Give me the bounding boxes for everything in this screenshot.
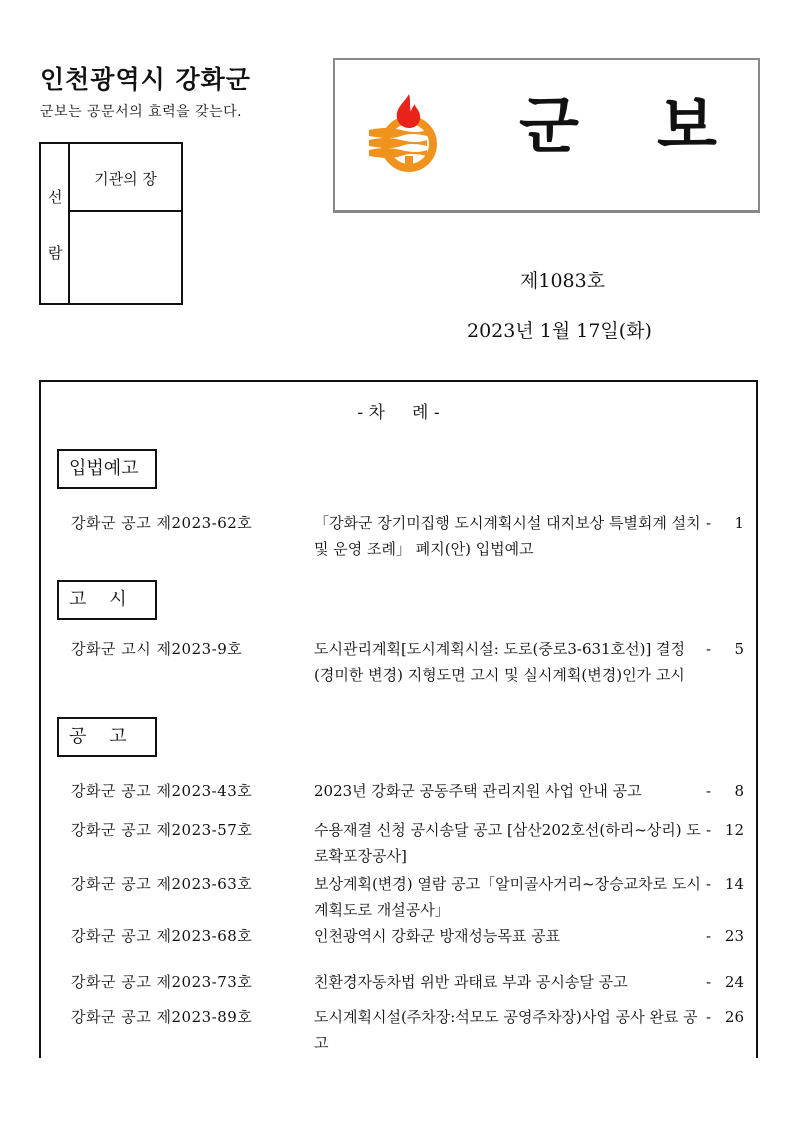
toc-entry-title: 친환경자동차법 위반 과태료 부과 공시송달 공고 [314, 973, 628, 991]
org-subtitle: 군보는 공문서의 효력을 갖는다. [40, 104, 243, 120]
approval-head-label: 기관의 장 [70, 144, 181, 212]
toc-entry-number: 강화군 공고 제2023-63호 [71, 875, 253, 893]
toc-section-label: 공 고 [57, 717, 157, 757]
toc-title: - 차 례 - [357, 403, 440, 423]
toc-section-label: 입법예고 [57, 449, 157, 489]
toc-entry-title: 「강화군 장기미집행 도시계획시설 대지보상 특별회계 설치 및 운영 조례」 폐지(안) 입법예고 [314, 514, 701, 558]
toc-entry-page: 12 [724, 821, 744, 839]
approval-side-label-2: 람 [48, 244, 63, 262]
issue-date: 2023년 1월 17일(화) [467, 320, 652, 342]
toc-entry-number: 강화군 공고 제2023-89호 [71, 1008, 253, 1026]
table-of-contents [39, 380, 758, 1058]
toc-entry-title: 수용재결 신청 공시송달 공고 [삼산202호선(하리~상리) 도로확포장공사] [314, 821, 701, 865]
toc-section-label: 고 시 [57, 580, 157, 620]
toc-leader-dash: - [706, 514, 712, 532]
toc-entry-title: 도시계획시설(주차장:석모도 공영주차장)사업 공사 완료 공고 [314, 1008, 698, 1052]
toc-leader-dash: - [706, 640, 712, 658]
toc-entry-title: 도시관리계획[도시계획시설: 도로(중로3-631호선)] 결정(경미한 변경) 지형도면 고시 및 실시계획(변경)인가 고시 [314, 640, 686, 684]
toc-entry-page: 24 [724, 973, 744, 991]
toc-entry-title: 보상계획(변경) 열람 공고「알미골사거리~장승교차로 도시계획도로 개설공사」 [314, 875, 701, 919]
toc-leader-dash: - [706, 875, 712, 893]
toc-leader-dash: - [706, 782, 712, 800]
masthead [333, 58, 760, 213]
toc-entry-title: 인천광역시 강화군 방재성능목표 공표 [314, 927, 561, 945]
toc-entry-title: 2023년 강화군 공동주택 관리지원 사업 안내 공고 [314, 782, 642, 800]
toc-leader-dash: - [706, 927, 712, 945]
approval-side-column [41, 144, 70, 303]
ganghwa-county-emblem-icon [365, 90, 445, 175]
toc-leader-dash: - [706, 821, 712, 839]
toc-leader-dash: - [706, 973, 712, 991]
masthead-char-1: 군 [519, 89, 579, 162]
toc-entry-page: 5 [734, 640, 744, 658]
toc-entry-number: 강화군 공고 제2023-62호 [71, 514, 253, 532]
toc-entry-number: 강화군 공고 제2023-43호 [71, 782, 253, 800]
org-title: 인천광역시 강화군 [40, 65, 251, 94]
toc-entry-page: 23 [724, 927, 744, 945]
toc-entry-page: 14 [724, 875, 744, 893]
approval-box [39, 142, 183, 305]
issue-number: 제1083호 [520, 270, 606, 292]
masthead-char-2: 보 [657, 89, 717, 162]
toc-entry-number: 강화군 공고 제2023-57호 [71, 821, 253, 839]
toc-entry-number: 강화군 공고 제2023-68호 [71, 927, 253, 945]
toc-entry-page: 1 [734, 514, 744, 532]
toc-entry-page: 8 [734, 782, 744, 800]
toc-entry-page: 26 [724, 1008, 744, 1026]
toc-entry-number: 강화군 공고 제2023-73호 [71, 973, 253, 991]
toc-leader-dash: - [706, 1008, 712, 1026]
toc-entry-number: 강화군 고시 제2023-9호 [71, 640, 243, 658]
approval-side-label-1: 선 [48, 188, 63, 206]
